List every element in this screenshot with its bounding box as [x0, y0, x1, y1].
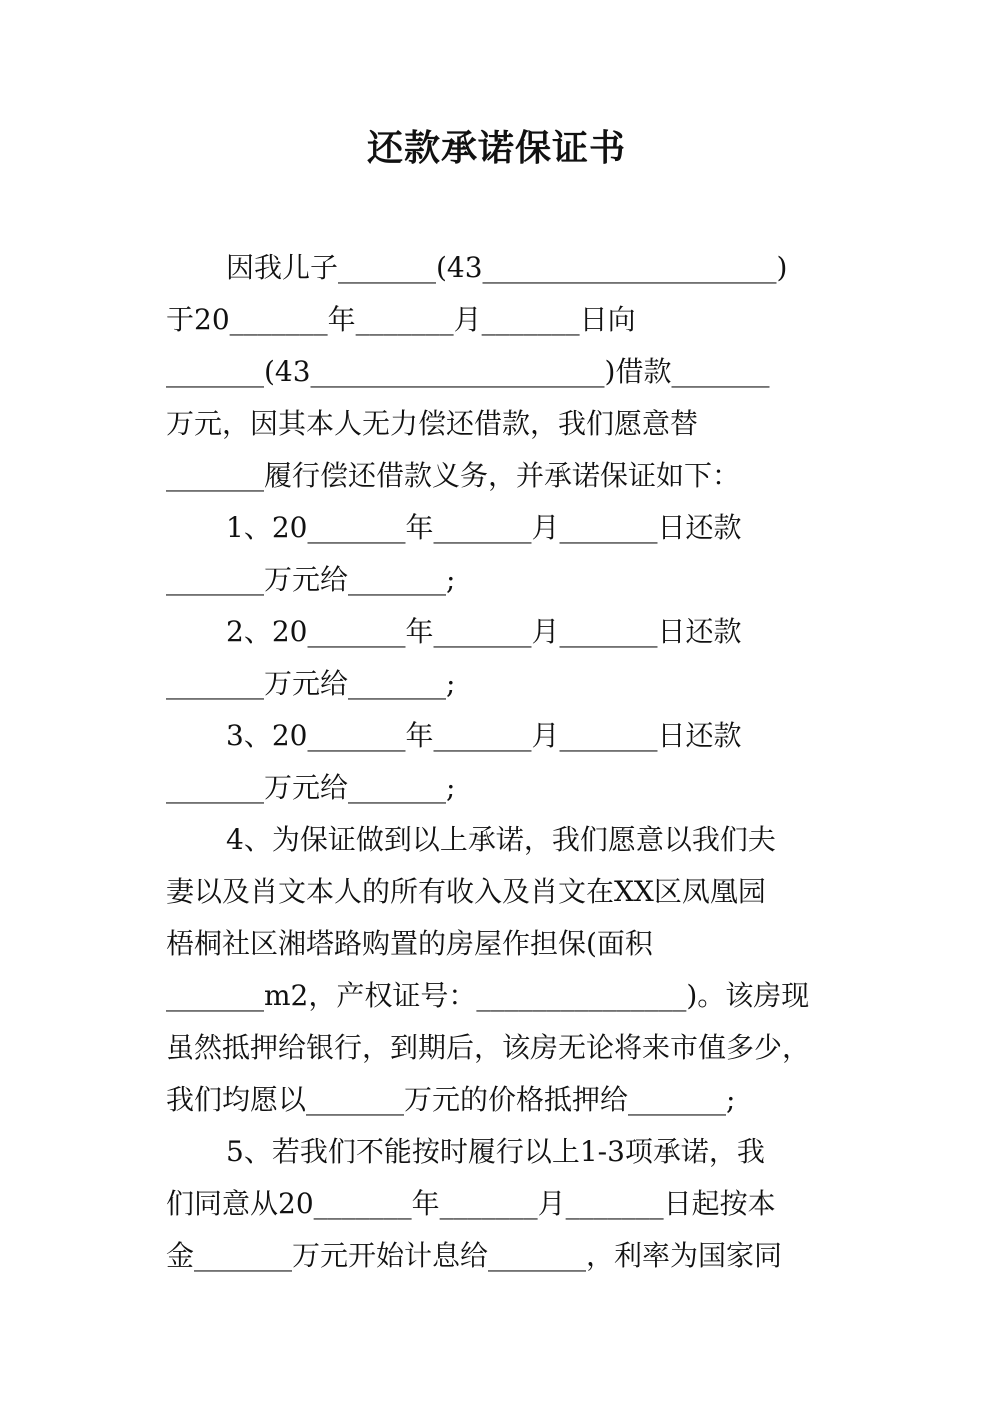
paragraph-line: 万元，因其本人无力偿还借款，我们愿意替 — [166, 407, 699, 440]
paragraph-line: 于20_______年_______月_______日向 — [166, 303, 636, 336]
paragraph-line: 我们均愿以_______万元的价格抵押给_______; — [166, 1083, 736, 1116]
document-title: 还款承诺保证书 — [366, 128, 626, 169]
list-item-1: 1、20_______年_______月_______日还款 — [226, 511, 742, 544]
paragraph-line: 妻以及肖文本人的所有收入及肖文在XX区凤凰园 — [166, 875, 766, 908]
paragraph-line: _______履行偿还借款义务，并承诺保证如下： — [166, 459, 741, 492]
paragraph-line: 虽然抵押给银行，到期后，该房无论将来市值多少， — [166, 1031, 811, 1064]
list-item-3: 3、20_______年_______月_______日还款 — [226, 719, 742, 752]
list-item-4: 4、为保证做到以上承诺，我们愿意以我们夫 — [226, 823, 776, 856]
paragraph-line: _______万元给_______; — [166, 771, 456, 804]
list-item-5: 5、若我们不能按时履行以上1-3项承诺，我 — [226, 1135, 765, 1168]
paragraph-line: 们同意从20_______年_______月_______日起按本 — [166, 1187, 776, 1220]
paragraph-line: _______(43_____________________)借款_______ — [166, 355, 770, 388]
paragraph-line: _______m2，产权证号：_______________)。该房现 — [166, 979, 810, 1012]
paragraph-line: 因我儿子_______(43_____________________) — [226, 251, 788, 284]
list-item-2: 2、20_______年_______月_______日还款 — [226, 615, 742, 648]
paragraph-line: 金_______万元开始计息给_______，利率为国家同 — [166, 1239, 783, 1272]
paragraph-line: _______万元给_______; — [166, 667, 456, 700]
paragraph-line: _______万元给_______; — [166, 563, 456, 596]
paragraph-line: 梧桐社区湘塔路购置的房屋作担保(面积 — [166, 927, 653, 960]
